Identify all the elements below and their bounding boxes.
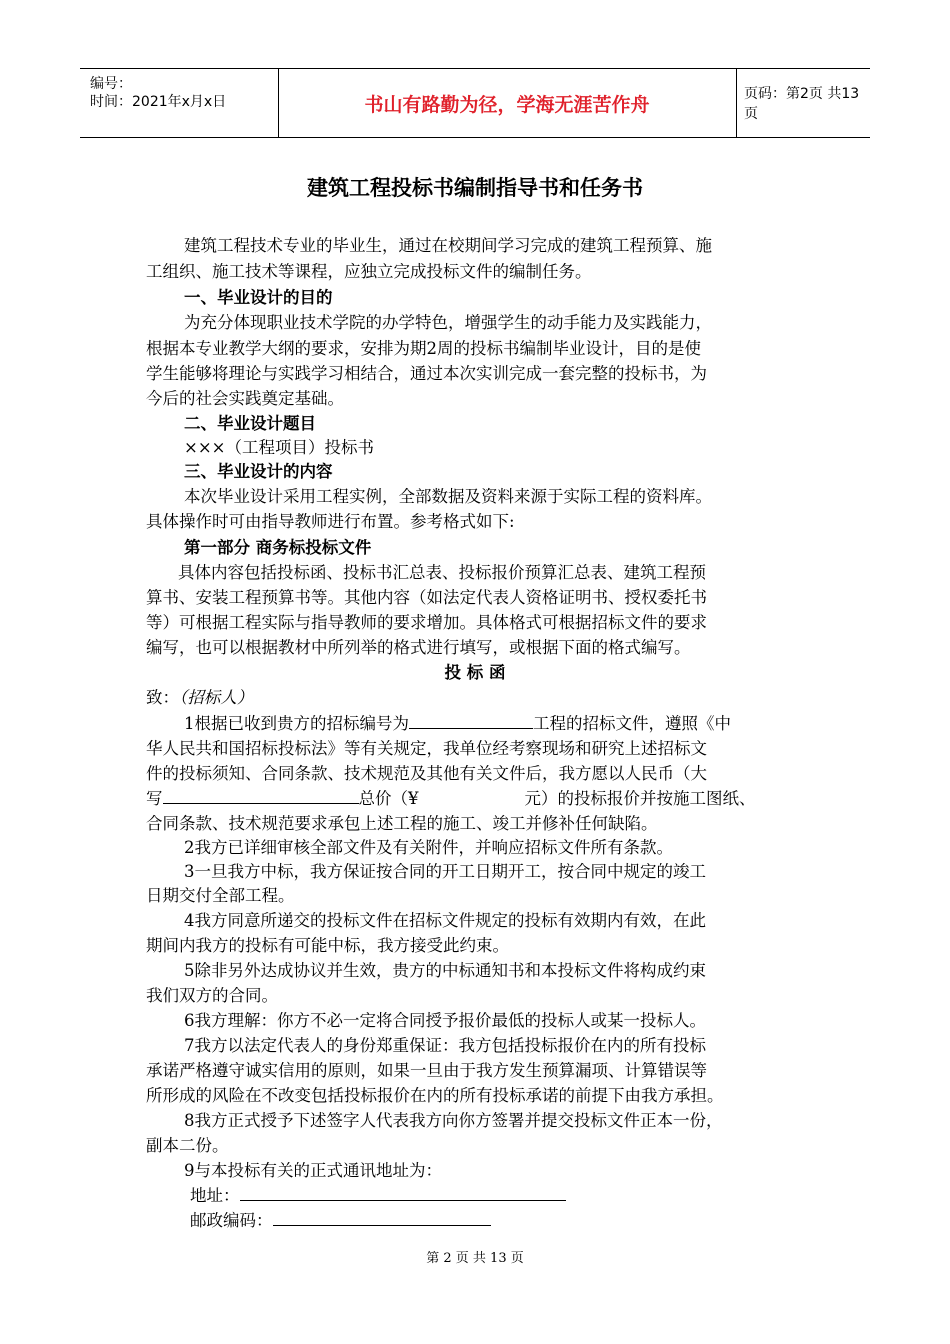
- paragraph-line: 本次毕业设计采用工程实例，全部数据及资料来源于实际工程的资料库。: [184, 487, 712, 506]
- paragraph-line: 2我方已详细审核全部文件及有关附件，并响应招标文件所有条款。: [184, 838, 673, 857]
- part-heading: 第一部分 商务标投标文件: [184, 538, 372, 557]
- paragraph-line: 承诺严格遵守诚实信用的原则，如果一旦由于我方发生预算漏项、计算错误等: [146, 1061, 707, 1080]
- section-heading: 三、毕业设计的内容: [184, 462, 333, 481]
- paragraph-line: 今后的社会实践奠定基础。: [146, 389, 344, 408]
- paragraph-line: 等）可根据工程实际与指导教师的要求增加。具体格式可根据招标文件的要求: [146, 613, 707, 632]
- paragraph-line: 合同条款、技术规范要求承包上述工程的施工、竣工并修补任何缺陷。: [146, 814, 658, 833]
- item-1-text: 工程的招标文件，遵照《中: [533, 714, 731, 733]
- item-1-text: 写: [146, 789, 163, 808]
- page-footer: 第 2 页 共 13 页: [426, 1251, 524, 1266]
- paragraph-line: 副本二份。: [146, 1136, 229, 1155]
- to-label: 致：: [146, 688, 179, 707]
- paragraph-line: 为充分体现职业技术学院的办学特色，增强学生的动手能力及实践能力，: [184, 313, 712, 332]
- section-heading: 一、毕业设计的目的: [184, 288, 333, 307]
- paragraph-line: 建筑工程技术专业的毕业生，通过在校期间学习完成的建筑工程预算、施: [184, 236, 712, 255]
- item-1-line: [184, 714, 731, 734]
- motto: 书山有路勤为径，学海无涯苦作舟: [278, 69, 737, 137]
- paragraph-line: 具体内容包括投标函、投标书汇总表、投标报价预算汇总表、建筑工程预: [178, 563, 706, 582]
- to-party: （招标人）: [179, 688, 254, 707]
- tender-number-blank[interactable]: [409, 714, 533, 729]
- paragraph-line: 7我方以法定代表人的身份郑重保证：我方包括投标报价在内的所有投标: [184, 1036, 706, 1055]
- letter-title: 投 标 函: [444, 663, 506, 682]
- paragraph-line: 期间内我方的投标有可能中标，我方接受此约束。: [146, 936, 509, 955]
- date-label: 时间：2021年x月x日: [90, 94, 227, 110]
- amount-in-words-blank[interactable]: [163, 789, 359, 804]
- number-label: 编号：: [90, 76, 132, 92]
- item-1-amount-line: [146, 789, 756, 809]
- address-blank[interactable]: [240, 1186, 566, 1201]
- paragraph-line: 日期交付全部工程。: [146, 886, 295, 905]
- header-meta: [80, 69, 279, 137]
- paragraph-line: 6我方理解：你方不必一定将合同授予报价最低的投标人或某一投标人。: [184, 1011, 706, 1030]
- paragraph-line: 9与本投标有关的正式通讯地址为：: [184, 1161, 442, 1180]
- item-1-text: 总价（¥: [358, 789, 419, 808]
- paragraph-line: 根据本专业教学大纲的要求，安排为期2周的投标书编制毕业设计，目的是使: [146, 339, 701, 358]
- paragraph-line: 8我方正式授予下述签字人代表我方向你方签署并提交投标文件正本一份，: [184, 1111, 723, 1130]
- section-heading: 二、毕业设计题目: [184, 414, 316, 433]
- paragraph-line: 华人民共和国招标投标法》等有关规定，我单位经考察现场和研究上述招标文: [146, 739, 707, 758]
- postcode-label: 邮政编码：: [190, 1211, 273, 1230]
- paragraph-line: 我们双方的合同。: [146, 986, 278, 1005]
- postcode-blank[interactable]: [273, 1211, 491, 1226]
- paragraph-line: 算书、安装工程预算书等。其他内容（如法定代表人资格证明书、授权委托书: [146, 588, 707, 607]
- paragraph-line: 工组织、施工技术等课程，应独立完成投标文件的编制任务。: [146, 262, 592, 281]
- postcode-line: [190, 1211, 491, 1231]
- address-label: 地址：: [190, 1186, 240, 1205]
- page-header: [80, 68, 870, 138]
- to-line: [146, 688, 253, 708]
- item-1-text: 1根据已收到贵方的招标编号为: [184, 714, 409, 733]
- paragraph-line: 学生能够将理论与实践学习相结合，通过本次实训完成一套完整的投标书，为: [146, 364, 707, 383]
- paragraph-line: 4我方同意所递交的投标文件在招标文件规定的投标有效期内有效，在此: [184, 911, 706, 930]
- paragraph-line: 编写，也可以根据教材中所列举的格式进行填写，或根据下面的格式编写。: [146, 638, 691, 657]
- address-line: [190, 1186, 566, 1206]
- paragraph-line: 5除非另外达成协议并生效，贵方的中标通知书和本投标文件将构成约束: [184, 961, 706, 980]
- paragraph-line: ×××（工程项目）投标书: [184, 438, 374, 457]
- item-1-text: 元）的投标报价并按施工图纸、: [524, 789, 756, 808]
- document-title: 建筑工程投标书编制指导书和任务书: [307, 176, 643, 200]
- page-label: 页码：第2页 共13页: [744, 86, 860, 122]
- paragraph-line: 具体操作时可由指导教师进行布置。参考格式如下:: [146, 512, 515, 531]
- paragraph-line: 件的投标须知、合同条款、技术规范及其他有关文件后，我方愿以人民币（大: [146, 764, 707, 783]
- paragraph-line: 所形成的风险在不改变包括投标报价在内的所有投标承诺的前提下由我方承担。: [146, 1086, 724, 1105]
- paragraph-line: 3一旦我方中标，我方保证按合同的开工日期开工，按合同中规定的竣工: [184, 862, 706, 881]
